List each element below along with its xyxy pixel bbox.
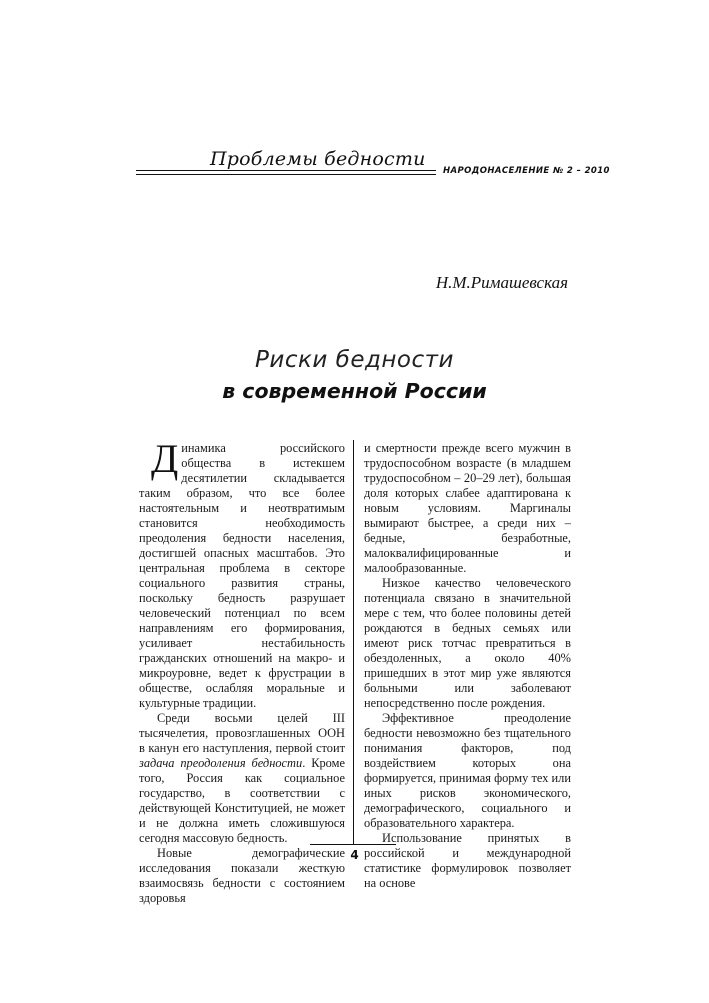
drop-cap: Д xyxy=(151,436,179,481)
footer-rule xyxy=(310,844,396,845)
left-column xyxy=(139,436,345,906)
right-column xyxy=(364,441,571,891)
column-divider xyxy=(353,440,354,844)
paragraph-intro-text: инамика российского общества в истекшем десятилетии складывается таким образом, что все более настоятельным и неотвратимым становится необходимость преодоления бедности населения, достигшей опасных масштабов. Это центральная проблема в секторе социального развития страны, поскольку бедность разрушает человеческий потенциал по всем направлениям его формирования, усиливает нестабильность гражданских отношений на макро- и микроуровне, ведет к фрустрации в обществе, ослабляя моральные и культурные традиции. xyxy=(139,441,345,711)
header-rule-bottom xyxy=(136,174,436,175)
header-rule-top xyxy=(136,170,436,171)
section-title: Проблемы бедности xyxy=(210,148,426,170)
paragraph-human-potential: Низкое качество человеческого потенциала связано в значительной мере с тем, что более половины детей рождаются в бедных семьях или имеют риск тотчас превратиться в обездоленных, а около 40% пришедших в этот мир уже являются больными или заболевают непосредственно после рождения. xyxy=(364,576,571,711)
article-title-line2: в современной России xyxy=(222,379,487,403)
paragraph-mortality: и смертности прежде всего мужчин в трудоспособном возрасте (в младшем трудоспособном – 20–29 лет), большая доля которых слабее адаптирована к новым условиям. Маргиналы вымирают быстрее, а среди них – бедные, безработные, малоквалифицированные и малообразованные. xyxy=(364,441,571,576)
paragraph-demography: Новые демографические исследования показали жесткую взаимосвязь бедности с состоянием здоровья xyxy=(139,846,345,906)
article-title-line1: Риски бедности xyxy=(255,347,454,373)
page-number: 4 xyxy=(350,848,359,862)
paragraph-overcoming: Эффективное преодоление бедности невозможно без тщательного понимания факторов, под воздействием которых она формируется, принимая форму тех или иных рисков экономического, демографического, социального и образовательного характера. xyxy=(364,711,571,831)
article-author: Н.М.Римашевская xyxy=(435,273,568,292)
paragraph-statistics: Использование принятых в российской и международной статистике формулировок позволяет на основе xyxy=(364,831,571,891)
paragraph-goals-text-b: . Кроме того, Россия как социальное государство, в соответствии с действующей Конституцией, не может и не должна иметь сложившуюся сегодня массовую бедность. xyxy=(139,756,345,846)
journal-issue: НАРОДОНАСЕЛЕНИЕ № 2 – 2010 xyxy=(443,166,610,176)
paragraph-goals xyxy=(139,711,345,846)
emphasis-poverty-task: задача преодоления бедности xyxy=(139,756,303,771)
paragraph-intro xyxy=(139,436,345,711)
paragraph-goals-text-a: Среди восьми целей III тысячелетия, провозглашенных ООН в канун его наступления, первой стоит xyxy=(139,711,345,756)
